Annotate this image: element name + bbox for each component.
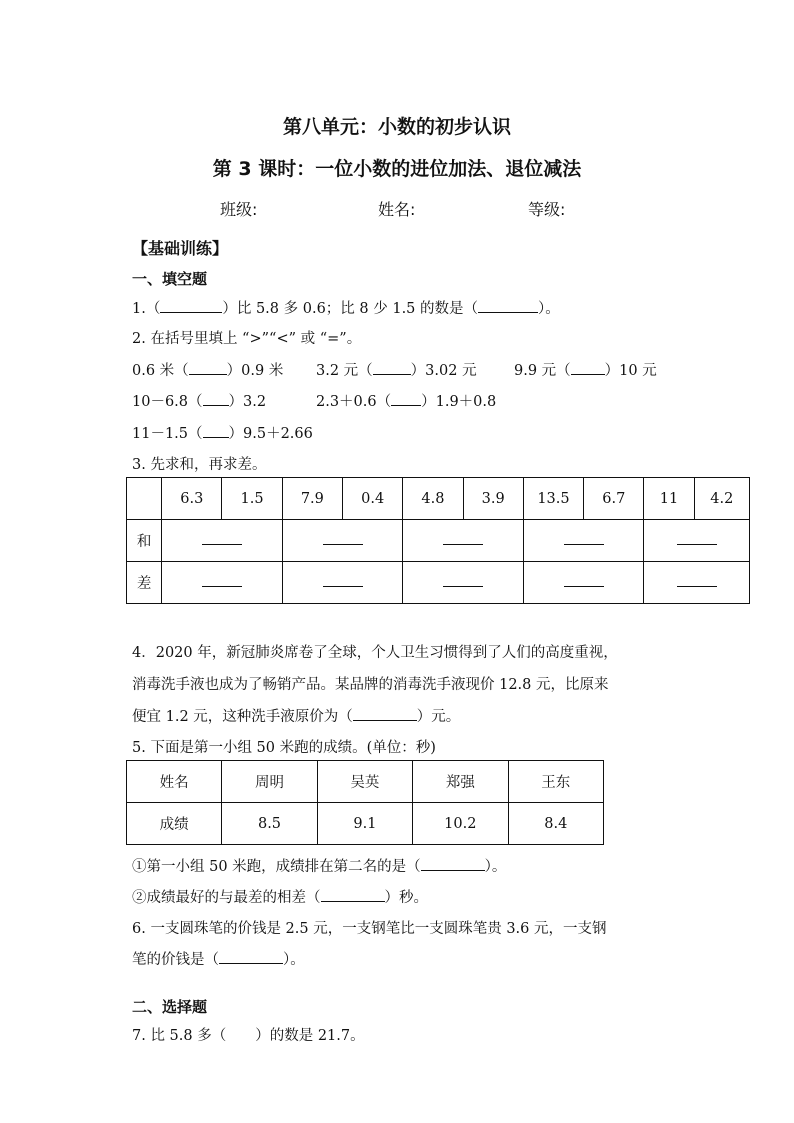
number-cell: 4.2 <box>694 478 749 520</box>
number-cell: 3.9 <box>463 478 523 520</box>
number-cell: 6.3 <box>162 478 222 520</box>
question-3: 3. 先求和，再求差。 <box>132 457 267 473</box>
sum-answer-cell[interactable] <box>282 520 403 562</box>
part-choice-heading: 二、选择题 <box>132 998 208 1016</box>
score-cell: 8.5 <box>222 803 317 845</box>
q2-blank[interactable] <box>571 360 605 375</box>
header-cell: 郑强 <box>413 761 508 803</box>
difference-answer-cell[interactable] <box>282 562 403 604</box>
q4-line-1: 4．2020 年，新冠肺炎席卷了全球，个人卫生习惯得到了人们的高度重视， <box>132 645 618 661</box>
q2-blank[interactable] <box>189 360 227 375</box>
q4-blank[interactable] <box>353 706 417 721</box>
q2-row-1c: 9.9 元（ ）10 元 <box>514 359 657 380</box>
q2-row-1: 0.6 米（ ）0.9 米 <box>132 359 283 380</box>
sum-answer-cell[interactable] <box>523 520 644 562</box>
difference-answer-cell[interactable] <box>644 562 750 604</box>
number-cell: 13.5 <box>523 478 583 520</box>
q2-blank[interactable] <box>391 391 421 406</box>
question-1 <box>132 297 560 318</box>
section-basic-training: 【基础训练】 <box>132 239 229 258</box>
q4-line-2: 消毒洗手液也成为了畅销产品。某品牌的消毒洗手液现价 12.8 元，比原来 <box>132 677 609 693</box>
difference-row-label: 差 <box>127 562 162 604</box>
score-cell: 10.2 <box>413 803 508 845</box>
number-cell: 4.8 <box>403 478 463 520</box>
score-cell: 8.4 <box>508 803 603 845</box>
q2-blank[interactable] <box>203 391 229 406</box>
q1-blank-2[interactable] <box>478 298 538 313</box>
q6-line-1: 6. 一支圆珠笔的价钱是 2.5 元，一支钢笔比一支圆珠笔贵 3.6 元，一支钢 <box>132 921 607 937</box>
q5-2-blank[interactable] <box>321 887 385 902</box>
sum-answer-cell[interactable] <box>403 520 524 562</box>
difference-answer-cell[interactable] <box>523 562 644 604</box>
q2-row-3: 11－1.5（ ）9.5＋2.66 <box>132 422 313 443</box>
grade-label: 等级: <box>528 200 566 219</box>
sum-answer-cell[interactable] <box>644 520 750 562</box>
q2-row-1b: 3.2 元（ ）3.02 元 <box>316 359 477 380</box>
number-cell: 6.7 <box>584 478 644 520</box>
question-7: 7. 比 5.8 多（ ）的数是 21.7。 <box>132 1028 365 1044</box>
name-label: 姓名: <box>378 200 416 219</box>
q1-text-c: ）。 <box>538 301 560 317</box>
number-cell: 1.5 <box>222 478 282 520</box>
q1-blank-1[interactable] <box>160 298 222 313</box>
q5-sub-2: ②成绩最好的与最差的相差（ ）秒。 <box>132 886 428 907</box>
number-cell: 11 <box>644 478 694 520</box>
sum-answer-cell[interactable] <box>162 520 283 562</box>
difference-answer-cell[interactable] <box>162 562 283 604</box>
header-cell: 姓名 <box>127 761 222 803</box>
question-2: 2. 在括号里填上 “>”“<” 或 “=”。 <box>132 331 362 347</box>
q1-text-a: 1.（ <box>132 301 161 317</box>
header-cell: 王东 <box>508 761 603 803</box>
q6-line-2: 笔的价钱是（ ）。 <box>132 948 305 969</box>
lesson-subtitle: 第 3 课时：一位小数的进位加法、退位减法 <box>212 158 582 180</box>
score-cell: 成绩 <box>127 803 222 845</box>
q2-row-2: 10－6.8（ ）3.2 <box>132 390 266 411</box>
q2-blank[interactable] <box>373 360 411 375</box>
question-5: 5. 下面是第一小组 50 米跑的成绩。(单位：秒) <box>132 740 436 756</box>
number-cell: 7.9 <box>282 478 342 520</box>
q5-sub-1: ①第一小组 50 米跑，成绩排在第二名的是（ ）。 <box>132 855 506 876</box>
q2-row-2b: 2.3＋0.6（ ）1.9＋0.8 <box>316 390 496 411</box>
q4-line-3: 便宜 1.2 元，这种洗手液原价为（ ）元。 <box>132 705 460 726</box>
class-label: 班级: <box>220 200 258 219</box>
page-title: 第八单元：小数的初步认识 <box>282 116 511 138</box>
number-cell: 0.4 <box>343 478 403 520</box>
q6-blank[interactable] <box>219 949 283 964</box>
q5-1-blank[interactable] <box>421 856 485 871</box>
q2-blank[interactable] <box>203 423 229 438</box>
sum-difference-table <box>126 477 750 604</box>
header-cell: 吴英 <box>317 761 412 803</box>
sum-row-label: 和 <box>127 520 162 562</box>
header-cell: 周明 <box>222 761 317 803</box>
running-score-table <box>126 760 604 845</box>
score-cell: 9.1 <box>317 803 412 845</box>
difference-answer-cell[interactable] <box>403 562 524 604</box>
q1-text-b: ）比 5.8 多 0.6；比 8 少 1.5 的数是（ <box>222 301 479 317</box>
part-fill-in-heading: 一、填空题 <box>132 270 208 288</box>
